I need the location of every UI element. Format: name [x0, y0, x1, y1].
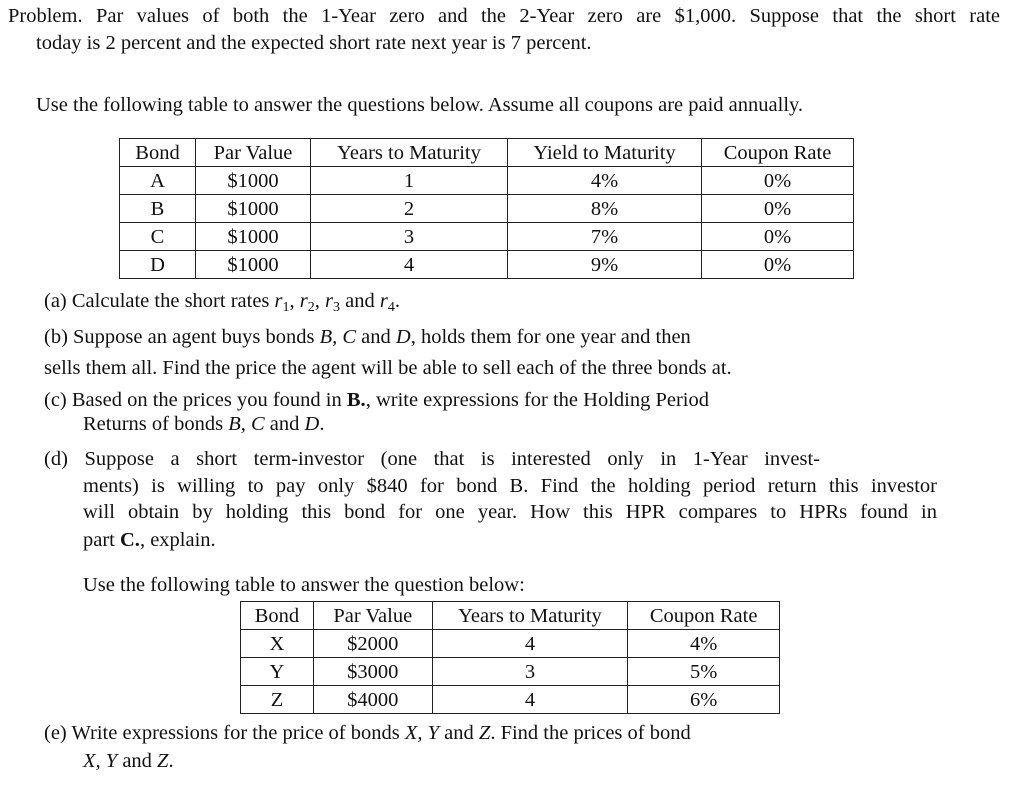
math-text: Z	[478, 722, 491, 744]
text-segment: .	[394, 290, 400, 312]
text-segment: today is 2 percent and the expected short rate next year is 7 percent.	[36, 32, 592, 54]
math-subscript: 3	[332, 300, 340, 315]
question-d-line-4	[83, 528, 216, 552]
math-text: X, Y	[404, 722, 440, 744]
header-coupon: Coupon Rate	[702, 139, 854, 167]
table-cell: C	[120, 223, 196, 251]
table-header-row	[120, 139, 854, 167]
text-segment: will obtain by holding this bond for one year. How this HPR compares to HPRs found in	[83, 501, 937, 523]
bold-text: C.	[120, 529, 140, 551]
table2-intro: Use the following table to answer the question below:	[83, 574, 525, 596]
table-cell: 4	[311, 251, 508, 279]
math-text: r	[379, 290, 388, 312]
table-cell: 3	[432, 658, 628, 686]
table-cell: B	[120, 195, 196, 223]
table-row	[241, 686, 780, 714]
table-cell: 9%	[508, 251, 702, 279]
header-coupon: Coupon Rate	[628, 602, 780, 630]
table1-intro: Use the following table to answer the questions below. Assume all coupons are paid annually.	[36, 94, 804, 116]
text-segment: and	[264, 413, 305, 435]
question-e-line-1	[44, 721, 691, 745]
table-cell: 8%	[508, 195, 702, 223]
table-cell: 0%	[702, 167, 854, 195]
table-cell: $4000	[313, 686, 432, 714]
text-segment: and	[117, 750, 158, 772]
header-years: Years to Maturity	[432, 602, 628, 630]
table-row	[241, 630, 780, 658]
text-segment: (c) Based on the prices you found in	[44, 389, 347, 411]
header-ytm: Yield to Maturity	[508, 139, 702, 167]
table-cell: $2000	[313, 630, 432, 658]
table-cell: D	[120, 251, 196, 279]
text-segment: ,	[314, 290, 325, 312]
table-cell: $3000	[313, 658, 432, 686]
math-text: Z	[157, 750, 169, 772]
table-cell: 2	[311, 195, 508, 223]
text-segment: (d) Suppose a short term-investor (one that is interested only in 1-Year invest-	[44, 448, 820, 470]
text-segment: ,	[289, 290, 300, 312]
table-cell: 4%	[628, 630, 780, 658]
question-c-line-1	[44, 388, 709, 412]
table-cell: Y	[241, 658, 314, 686]
table-cell: 4	[432, 630, 628, 658]
table-cell: $1000	[196, 251, 311, 279]
table-cell: 7%	[508, 223, 702, 251]
text-segment: .	[319, 413, 325, 435]
table-cell: 4%	[508, 167, 702, 195]
table-header-row	[241, 602, 780, 630]
question-b-line-2	[44, 356, 732, 380]
text-segment: and	[339, 290, 380, 312]
table-zero-bonds	[119, 138, 854, 279]
question-e-line-2	[83, 749, 174, 773]
text-segment: , write expressions for the Holding Period	[365, 389, 710, 411]
table-row	[120, 195, 854, 223]
text-segment: (a) Calculate the short rates	[44, 290, 275, 312]
question-b-line-1	[44, 325, 691, 349]
text-segment: and	[439, 722, 479, 744]
header-par-value: Par Value	[313, 602, 432, 630]
math-text: D	[304, 413, 320, 435]
text-segment: sells them all. Find the price the agent will be able to sell each of the three bonds at.	[44, 357, 732, 379]
text-segment: Returns of bonds	[83, 413, 229, 435]
table-cell: Z	[241, 686, 314, 714]
problem-line-2	[36, 31, 592, 55]
math-text: D	[395, 326, 411, 348]
math-subscript: 2	[307, 300, 315, 315]
table-cell: $1000	[196, 167, 311, 195]
table-cell: 3	[311, 223, 508, 251]
problem-line-1	[8, 4, 1000, 28]
header-bond: Bond	[120, 139, 196, 167]
table-row	[120, 251, 854, 279]
table-cell: A	[120, 167, 196, 195]
text-segment: .	[168, 750, 174, 772]
math-subscript: 1	[282, 300, 290, 315]
math-text: r	[325, 290, 333, 312]
text-segment: , holds them for one year and then	[410, 326, 691, 348]
table-cell: 1	[311, 167, 508, 195]
header-years: Years to Maturity	[311, 139, 508, 167]
table-cell: $1000	[196, 223, 311, 251]
header-par-value: Par Value	[196, 139, 311, 167]
table-coupon-bonds	[240, 601, 780, 714]
text-segment: ments) is willing to pay only $840 for bond B. Find the holding period return this investor	[83, 475, 937, 497]
math-text: B, C	[228, 413, 265, 435]
table-cell: 0%	[702, 251, 854, 279]
table-cell: 4	[432, 686, 628, 714]
question-a	[44, 289, 400, 313]
text-segment: (e) Write expressions for the price of bonds	[44, 722, 405, 744]
text-segment: . Find the prices of bond	[490, 722, 691, 744]
math-text: X, Y	[83, 750, 118, 772]
math-text: r	[299, 290, 308, 312]
math-text: r	[274, 290, 283, 312]
question-d-line-2	[83, 474, 937, 498]
math-subscript: 4	[387, 300, 395, 315]
text-segment: and	[356, 326, 396, 348]
text-segment: Problem. Par values of both the 1-Year zero and the 2-Year zero are $1,000. Suppose that the short rate	[8, 5, 1000, 27]
table-cell: 0%	[702, 223, 854, 251]
table-cell: 6%	[628, 686, 780, 714]
text-segment: (b) Suppose an agent buys bonds	[44, 326, 320, 348]
question-d-line-1	[44, 447, 820, 471]
question-d-line-3	[83, 500, 937, 524]
text-segment: part	[83, 529, 120, 551]
table-cell: 5%	[628, 658, 780, 686]
table-cell: 0%	[702, 195, 854, 223]
text-segment: , explain.	[139, 529, 216, 551]
table-cell: X	[241, 630, 314, 658]
question-c-line-2	[83, 412, 324, 436]
bold-text: B.	[346, 389, 366, 411]
table-row	[120, 223, 854, 251]
table-row	[120, 167, 854, 195]
math-text: B, C	[319, 326, 357, 348]
header-bond: Bond	[241, 602, 314, 630]
table-cell: $1000	[196, 195, 311, 223]
table-row	[241, 658, 780, 686]
